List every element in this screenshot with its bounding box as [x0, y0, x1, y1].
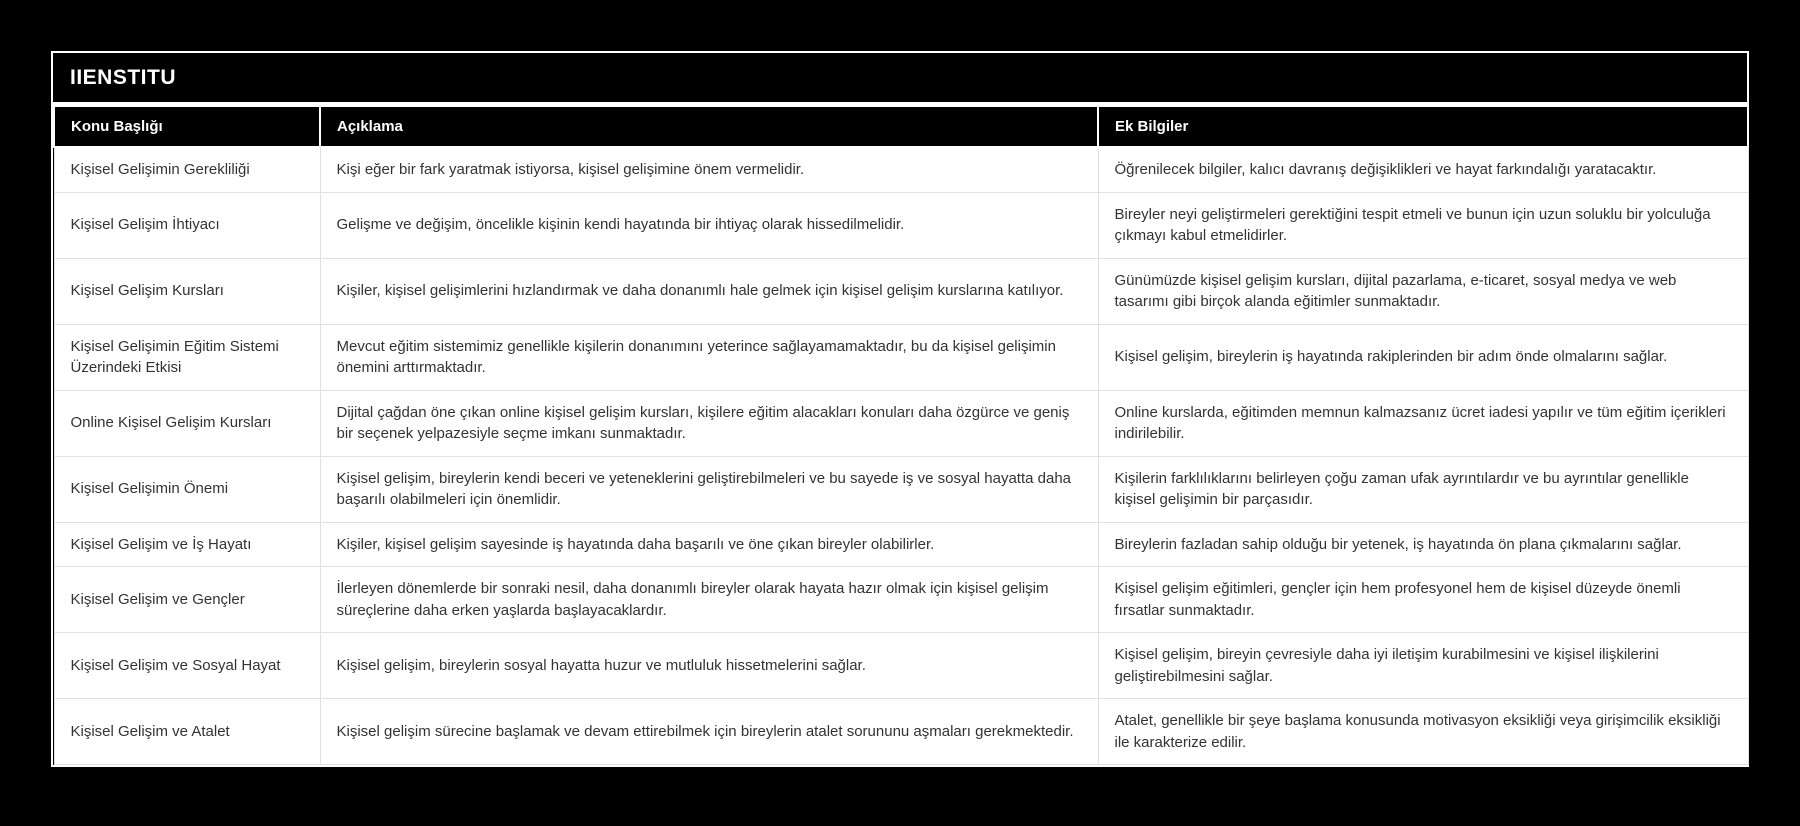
extra-cell: Öğrenilecek bilgiler, kalıcı davranış değişiklikleri ve hayat farkındalığı yaratacaktır. — [1098, 147, 1748, 192]
topic-cell: Kişisel Gelişim ve Atalet — [54, 699, 320, 765]
extra-cell: Bireylerin fazladan sahip olduğu bir yetenek, iş hayatında ön plana çıkmalarını sağlar. — [1098, 522, 1748, 567]
content-frame — [51, 51, 1749, 767]
description-cell: Kişisel gelişim sürecine başlamak ve devam ettirebilmek için bireylerin atalet sorununu aşmaları gerekmektedir. — [320, 699, 1098, 765]
extra-cell: Kişisel gelişim, bireylerin iş hayatında rakiplerinden bir adım önde olmalarını sağlar. — [1098, 324, 1748, 390]
topic-cell: Kişisel Gelişimin Gerekliliği — [54, 147, 320, 192]
table-row — [54, 456, 1748, 522]
topic-cell: Online Kişisel Gelişim Kursları — [54, 390, 320, 456]
table-row — [54, 324, 1748, 390]
description-cell: Kişiler, kişisel gelişim sayesinde iş hayatında daha başarılı ve öne çıkan bireyler olabilirler. — [320, 522, 1098, 567]
brand-header — [53, 53, 1747, 105]
topic-cell: Kişisel Gelişimin Eğitim Sistemi Üzerindeki Etkisi — [54, 324, 320, 390]
extra-cell: Atalet, genellikle bir şeye başlama konusunda motivasyon eksikliği veya girişimcilik eksikliği ile karakterize edilir. — [1098, 699, 1748, 765]
extra-cell: Kişisel gelişim eğitimleri, gençler için hem profesyonel hem de kişisel düzeyde önemli fırsatlar sunmaktadır. — [1098, 567, 1748, 633]
description-cell: Kişisel gelişim, bireylerin sosyal hayatta huzur ve mutluluk hissetmelerini sağlar. — [320, 633, 1098, 699]
extra-cell: Bireyler neyi geliştirmeleri gerektiğini tespit etmeli ve bunun için uzun soluklu bir yolculuğa çıkmayı kabul etmelidirler. — [1098, 192, 1748, 258]
column-header-extra: Ek Bilgiler — [1098, 106, 1748, 147]
topics-table — [53, 105, 1749, 765]
brand-title: IIENSTITU — [70, 65, 177, 89]
description-cell: Mevcut eğitim sistemimiz genellikle kişilerin donanımını yeterince sağlayamamaktadır, bu da kişisel gelişimin önemini arttırmaktadır. — [320, 324, 1098, 390]
topic-cell: Kişisel Gelişim ve Sosyal Hayat — [54, 633, 320, 699]
table-row — [54, 258, 1748, 324]
table-header-row — [54, 106, 1748, 147]
topic-cell: Kişisel Gelişim Kursları — [54, 258, 320, 324]
table-row — [54, 567, 1748, 633]
column-header-topic: Konu Başlığı — [54, 106, 320, 147]
table-row — [54, 192, 1748, 258]
table-row — [54, 522, 1748, 567]
extra-cell: Kişilerin farklılıklarını belirleyen çoğu zaman ufak ayrıntılardır ve bu ayrıntılar genellikle kişisel gelişimin bir parçasıdır. — [1098, 456, 1748, 522]
description-cell: Kişi eğer bir fark yaratmak istiyorsa, kişisel gelişimine önem vermelidir. — [320, 147, 1098, 192]
extra-cell: Kişisel gelişim, bireyin çevresiyle daha iyi iletişim kurabilmesini ve kişisel ilişkilerini geliştirebilmesini sağlar. — [1098, 633, 1748, 699]
table-row — [54, 633, 1748, 699]
topic-cell: Kişisel Gelişim ve Gençler — [54, 567, 320, 633]
column-header-description: Açıklama — [320, 106, 1098, 147]
table-row — [54, 390, 1748, 456]
description-cell: Gelişme ve değişim, öncelikle kişinin kendi hayatında bir ihtiyaç olarak hissedilmelidir. — [320, 192, 1098, 258]
table-row — [54, 699, 1748, 765]
topic-cell: Kişisel Gelişim ve İş Hayatı — [54, 522, 320, 567]
extra-cell: Online kurslarda, eğitimden memnun kalmazsanız ücret iadesi yapılır ve tüm eğitim içerikleri indirilebilir. — [1098, 390, 1748, 456]
description-cell: Dijital çağdan öne çıkan online kişisel gelişim kursları, kişilere eğitim alacakları konuları daha özgürce ve geniş bir seçenek yelpazesiyle seçme imkanı sunmaktadır. — [320, 390, 1098, 456]
description-cell: İlerleyen dönemlerde bir sonraki nesil, daha donanımlı bireyler olarak hayata hazır olmak için kişisel gelişim süreçlerine daha erken yaşlarda başlayacaklardır. — [320, 567, 1098, 633]
topic-cell: Kişisel Gelişim İhtiyacı — [54, 192, 320, 258]
description-cell: Kişisel gelişim, bireylerin kendi beceri ve yeteneklerini geliştirebilmeleri ve bu sayede iş ve sosyal hayatta daha başarılı olabilmeleri için önemlidir. — [320, 456, 1098, 522]
table-row — [54, 147, 1748, 192]
extra-cell: Günümüzde kişisel gelişim kursları, dijital pazarlama, e-ticaret, sosyal medya ve web tasarımı gibi birçok alanda eğitimler sunmaktadır. — [1098, 258, 1748, 324]
topic-cell: Kişisel Gelişimin Önemi — [54, 456, 320, 522]
description-cell: Kişiler, kişisel gelişimlerini hızlandırmak ve daha donanımlı hale gelmek için kişisel gelişim kurslarına katılıyor. — [320, 258, 1098, 324]
